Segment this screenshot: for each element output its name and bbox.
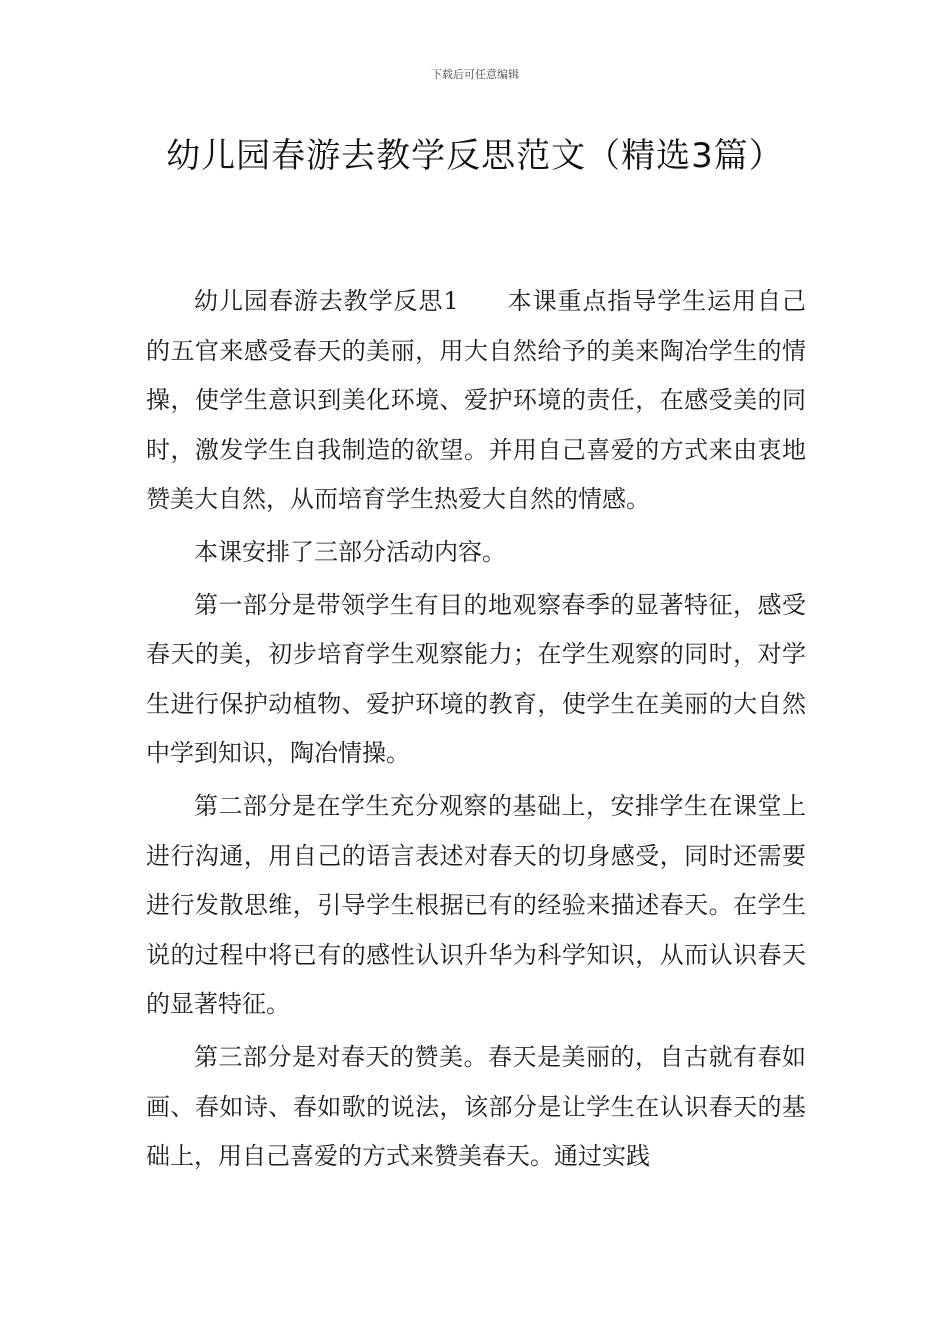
paragraph-4: 第二部分是在学生充分观察的基础上，安排学生在课堂上进行沟通，用自己的语言表述对春天的切身感受，同时还需要进行发散思维，引导学生根据已有的经验来描述春天。在学生说的过程中将已有的感性认识升华为科学知识，从而认识春天的显著特征。: [146, 791, 806, 1019]
paragraph-3: 第一部分是带领学生有目的地观察春季的显著特征，感受春天的美，初步培育学生观察能力；在学生观察的同时，对学生进行保护动植物、爱护环境的教育，使学生在美丽的大自然中学到知识，陶冶情操。: [146, 590, 806, 768]
paragraph-text: 本课重点指导学生运用自己的五官来感受春天的美丽，用大自然给予的美来陶冶学生的情操，使学生意识到美化环境、爱护环境的责任，在感受美的同时，激发学生自我制造的欲望。并用自己喜爱的方式来由衷地赞美大自然，从而培育学生热爱大自然的情感。: [146, 287, 806, 514]
document-title: 幼儿园春游去教学反思范文（精选3篇）: [166, 136, 784, 176]
header-note: 下载后可任意编辑: [431, 68, 519, 81]
paragraph-2: 本课安排了三部分活动内容。: [194, 537, 506, 566]
section-heading: 幼儿园春游去教学反思1: [194, 287, 459, 315]
document-body: [146, 277, 806, 1185]
paragraph-1: [146, 277, 806, 525]
paragraph-5: 第三部分是对春天的赞美。春天是美丽的，自古就有春如画、春如诗、春如歌的说法，该部分是让学生在认识春天的基础上，用自己喜爱的方式来赞美春天。通过实践: [146, 1042, 806, 1171]
